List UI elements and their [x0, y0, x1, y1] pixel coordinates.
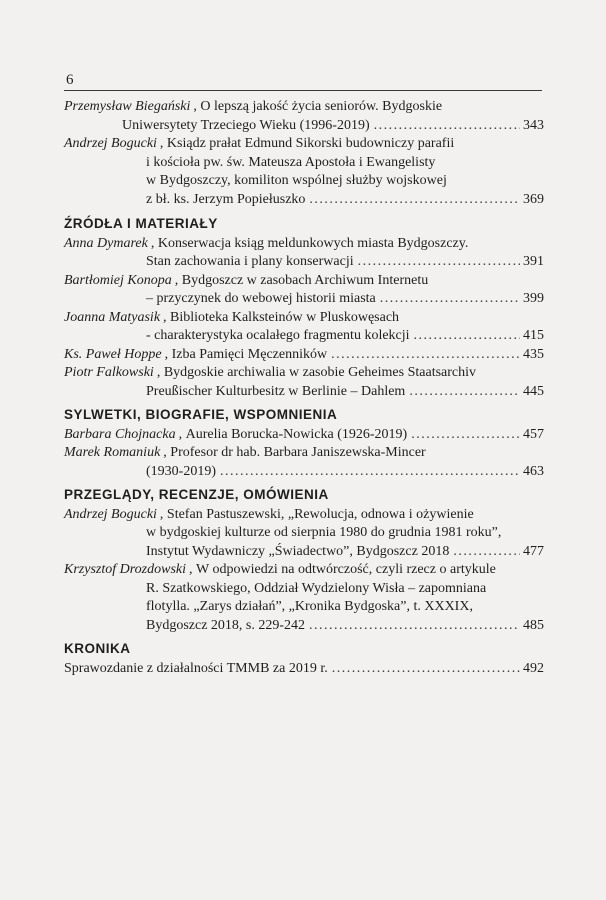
header-rule — [64, 90, 542, 91]
dot-leader — [220, 463, 520, 482]
entry-author: Anna Dymarek — [64, 235, 148, 251]
dot-leader — [374, 117, 520, 136]
toc-entry-falkowski: Piotr Falkowski , Bydgoskie archiwalia w zasobie Geheimes Staatsarchiv Preußischer Kulturbesitz w Berlinie – Dahlem ..... 445 — [64, 364, 544, 401]
entry-title-line: Ksiądz prałat Edmund Sikorski budowniczy parafii — [166, 136, 455, 151]
entry-title-line: Bydgoszcz w zasobach Archiwum Internetu — [181, 272, 429, 288]
entry-title-line: Bydgoszcz 2018, s. 229-242 — [146, 617, 306, 633]
entry-author: Andrzej Bogucki — [64, 506, 157, 522]
entry-author: Andrzej Bogucki — [64, 136, 157, 151]
entry-page: 435 — [523, 346, 544, 362]
entry-page: 369 — [523, 191, 544, 207]
entry-author: Ks. Paweł Hoppe — [64, 346, 162, 362]
entry-page: 391 — [523, 254, 544, 269]
toc-entry-konopa: Bartłomiej Konopa , Bydgoszcz w zasobach Archiwum Internetu – przyczynek do webowej historii miasta ..... 399 — [64, 272, 544, 309]
entry-title-line: w bydgoskiej kulturze od sierpnia 1980 do grudnia 1981 roku”, — [146, 525, 502, 540]
entry-page: 415 — [523, 328, 544, 343]
entry-title-line: – przyczynek do webowej historii miasta — [146, 291, 376, 306]
entry-title-line: Konserwacja ksiąg meldunkowych miasta Bydgoszczy. — [157, 235, 469, 251]
entry-title-line: z bł. ks. Jerzym Popiełuszko — [146, 191, 306, 207]
entry-author: Przemysław Biegański — [64, 99, 191, 114]
entry-title-line: Biblioteka Kalksteinów w Pluskowęsach — [170, 309, 400, 325]
section-heading-przeglady: PRZEGLĄDY, RECENZJE, OMÓWIENIA — [64, 487, 329, 502]
page-number: 6 — [66, 72, 74, 88]
entry-page: 343 — [523, 117, 544, 133]
entry-page: 399 — [523, 291, 544, 306]
entry-title-line: i kościoła pw. św. Mateusza Apostoła i Ewangelisty — [146, 154, 436, 170]
entry-title-line: Aurelia Borucka-Nowicka (1926-2019) — [185, 426, 408, 442]
entry-author: Joanna Matyasik — [64, 309, 161, 325]
entry-page: 485 — [523, 617, 544, 633]
entry-page: 463 — [523, 463, 544, 479]
entry-page: 445 — [523, 383, 544, 399]
toc-entry-hoppe: Ks. Paweł Hoppe , Izba Pamięci Męczenników ..... 435 — [64, 346, 544, 365]
entry-title-line: (1930-2019) — [146, 463, 216, 479]
section-heading-sylwetki: SYLWETKI, BIOGRAFIE, WSPOMNIENIA — [64, 407, 338, 422]
toc-entry-romaniuk: Marek Romaniuk , Profesor dr hab. Barbara Janiszewska-Mincer (1930-2019) ..... 463 — [64, 444, 544, 481]
dot-leader — [409, 383, 520, 402]
dot-leader — [309, 191, 520, 210]
entry-page: 492 — [523, 660, 544, 676]
entry-title-line: flotylla. „Zarys działań”, „Kronika Bydgoska”, t. XXXIX, — [146, 599, 473, 614]
toc-entry-dymarek: Anna Dymarek , Konserwacja ksiąg meldunkowych miasta Bydgoszczy. Stan zachowania i plany konserwacji ..... 391 — [64, 235, 544, 272]
entry-title-line: Profesor dr hab. Barbara Janiszewska-Mincer — [170, 445, 426, 460]
entry-page: 457 — [523, 426, 544, 442]
entry-title-line: Stan zachowania i plany konserwacji — [146, 254, 354, 269]
entry-author: Krzysztof Drozdowski — [64, 562, 187, 577]
dot-leader — [453, 543, 520, 562]
dot-leader — [332, 660, 520, 679]
entry-title-line: Izba Pamięci Męczenników — [171, 346, 328, 362]
dot-leader — [331, 346, 520, 365]
dot-leader — [380, 290, 520, 309]
section-heading-zrodla: ŹRÓDŁA I MATERIAŁY — [64, 216, 218, 231]
entry-page: 477 — [523, 543, 544, 559]
dot-leader — [358, 253, 520, 272]
entry-title-line: Instytut Wydawniczy „Świadectwo”, Bydgoszcz 2018 — [146, 543, 450, 559]
toc-entry-bieganski: Przemysław Biegański , O lepszą jakość życia seniorów. Bydgoskie Uniwersytety Trzeciego Wieku (1996-2019) ..... 343 — [64, 98, 544, 135]
entry-author: Bartłomiej Konopa — [64, 272, 172, 288]
entry-author: Marek Romaniuk — [64, 445, 161, 460]
entry-title-line: Bydgoskie archiwalia w zasobie Geheimes Staatsarchiv — [163, 365, 477, 380]
dot-leader — [309, 617, 520, 636]
entry-title-line: Stefan Pastuszewski, „Rewolucja, odnowa i ożywienie — [166, 506, 474, 522]
table-of-contents — [64, 98, 544, 678]
toc-entry-matyasik: Joanna Matyasik , Biblioteka Kalksteinów w Pluskowęsach - charakterystyka ocalałego fragmentu kolekcji ..... 415 — [64, 309, 544, 346]
toc-entry-chojnacka: Barbara Chojnacka , Aurelia Borucka-Nowicka (1926-2019) ..... 457 — [64, 426, 544, 445]
toc-entry-drozdowski: Krzysztof Drozdowski , W odpowiedzi na odtwórczość, czyli rzecz o artykule R. Szatkowskiego, Oddział Wydzielony Wisła – zapomniana flotylla. „Zarys działań”, „Kronika Bydgoska”, t. XXXIX, Bydgoszcz 2018, s. 229-242 ..... 485 — [64, 561, 544, 635]
entry-title-line: R. Szatkowskiego, Oddział Wydzielony Wisła – zapomniana — [146, 580, 487, 596]
toc-entry-bogucki-pastuszewski: Andrzej Bogucki , Stefan Pastuszewski, „Rewolucja, odnowa i ożywienie w bydgoskiej kulturze od sierpnia 1980 do grudnia 1981 roku”, Instytut Wydawniczy „Świadectwo”, Bydgoszcz 2018 ..... 477 — [64, 506, 544, 562]
dot-leader — [414, 327, 520, 346]
entry-title-line: Uniwersytety Trzeciego Wieku (1996-2019) — [122, 117, 370, 133]
entry-title-line: Preußischer Kulturbesitz w Berlinie – Dahlem — [146, 383, 406, 399]
section-heading-kronika: KRONIKA — [64, 641, 131, 656]
dot-leader — [411, 426, 520, 445]
entry-title-line: O lepszą jakość życia seniorów. Bydgoskie — [200, 99, 443, 114]
entry-title-line: Sprawozdanie z działalności TMMB za 2019 r. — [64, 660, 328, 676]
entry-title-line: W odpowiedzi na odtwórczość, czyli rzecz o artykule — [196, 562, 496, 577]
entry-author: Piotr Falkowski — [64, 365, 154, 380]
entry-title-line: w Bydgoszczy, komiliton wspólnej służby wojskowej — [146, 173, 447, 188]
entry-title-line: - charakterystyka ocalałego fragmentu kolekcji — [146, 328, 410, 343]
toc-entry-sprawozdanie — [64, 660, 544, 679]
toc-entry-bogucki-sikorski: Andrzej Bogucki , Ksiądz prałat Edmund Sikorski budowniczy parafii i kościoła pw. św. Mateusza Apostoła i Ewangelisty w Bydgoszczy, komiliton wspólnej służby wojskowej z bł. ks. Jerzym Popiełuszko ..... 369 — [64, 135, 544, 209]
entry-author: Barbara Chojnacka — [64, 426, 176, 442]
